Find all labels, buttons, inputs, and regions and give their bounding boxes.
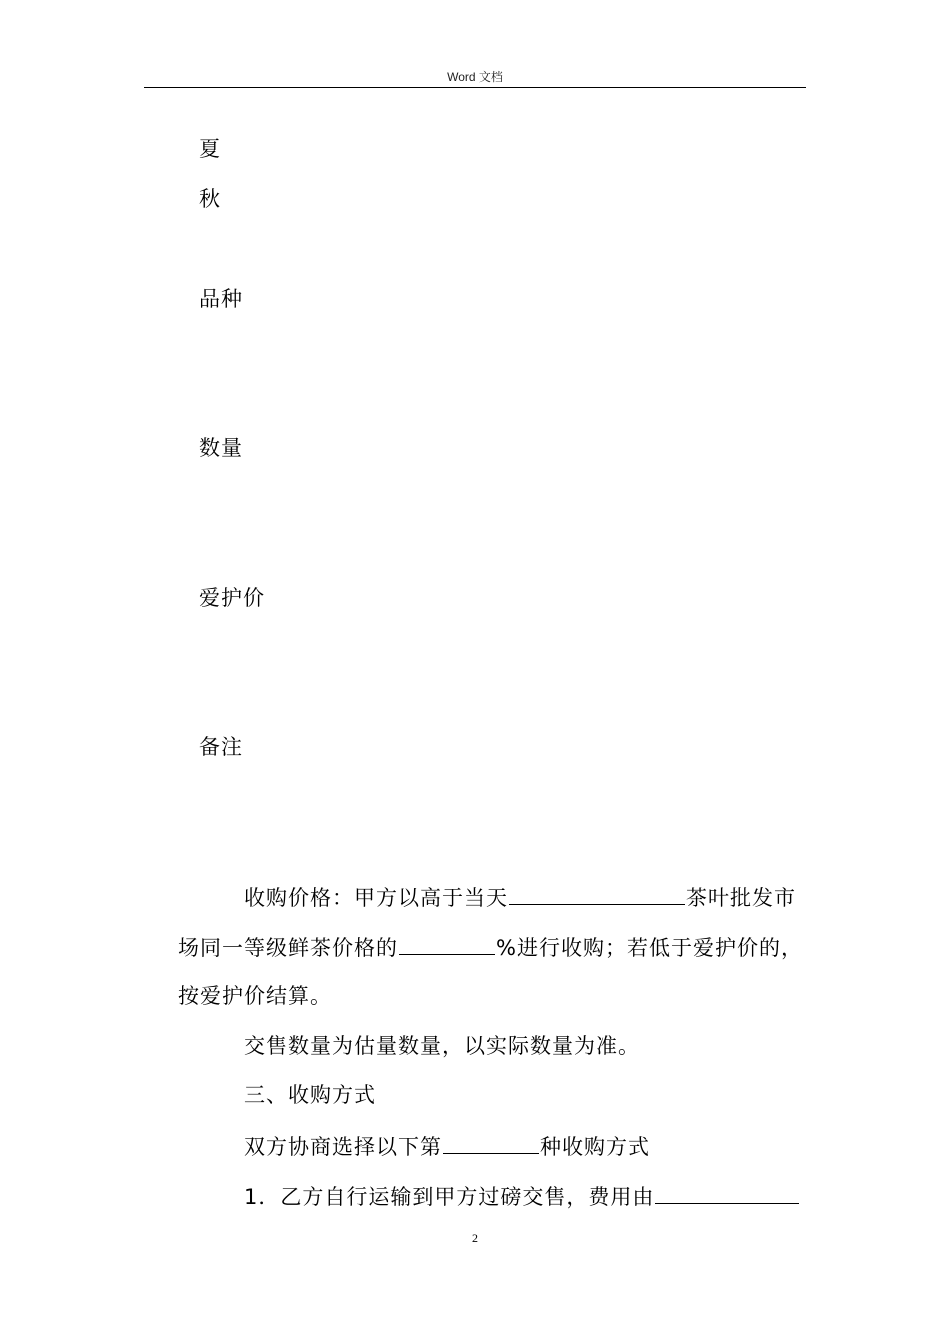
cost-bearer-blank[interactable] — [655, 1183, 799, 1204]
label-protect-price: 爱护价 — [199, 586, 265, 610]
price-text-c: 场同一等级鲜茶价格的 — [178, 936, 398, 960]
paragraph-price-line1 — [244, 884, 796, 910]
header-divider — [144, 87, 806, 88]
label-remarks: 备注 — [199, 735, 243, 759]
market-name-blank[interactable] — [509, 884, 685, 905]
method-text-a: 双方协商选择以下第 — [244, 1135, 442, 1159]
section-heading: 三、收购方式 — [244, 1083, 376, 1107]
list-item-1 — [244, 1183, 800, 1209]
method-number-blank[interactable] — [443, 1133, 539, 1154]
page-number: 2 — [472, 1231, 478, 1245]
percentage-blank[interactable] — [399, 934, 495, 955]
price-text-d: %进行收购；若低于爱护价的， — [496, 936, 803, 960]
label-autumn: 秋 — [199, 187, 221, 211]
label-quantity: 数量 — [199, 436, 243, 460]
label-variety: 品种 — [199, 287, 243, 311]
list-item-text: 乙方自行运输到甲方过磅交售，费用由 — [280, 1185, 655, 1209]
method-text-b: 种收购方式 — [540, 1135, 650, 1159]
paragraph-method-choice — [244, 1133, 650, 1159]
paragraph-price-line2 — [178, 934, 803, 960]
paragraph-quantity-note: 交售数量为估量数量，以实际数量为准。 — [244, 1034, 640, 1058]
price-text-b: 茶叶批发市 — [686, 886, 796, 910]
list-item-number: 1． — [244, 1185, 281, 1209]
price-text-a: 收购价格：甲方以高于当天 — [244, 886, 508, 910]
label-summer: 夏 — [199, 137, 221, 161]
paragraph-price-line3: 按爱护价结算。 — [178, 984, 332, 1008]
document-header-title: Word 文档 — [447, 70, 503, 84]
